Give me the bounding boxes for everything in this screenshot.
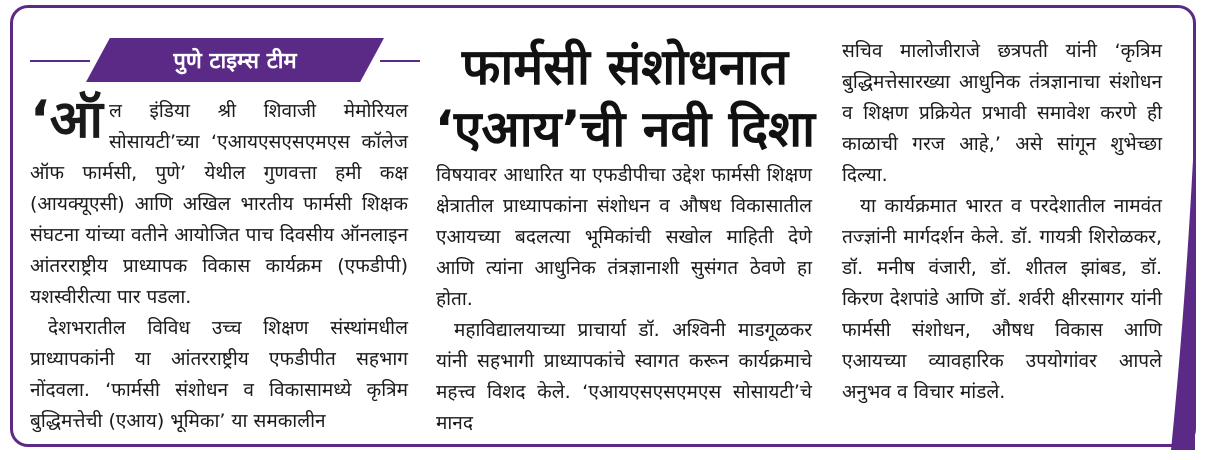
column-2-paragraph-2: महाविद्यालयाच्या प्राचार्या डॉ. अश्विनी माडगूळकर यांनी सहभागी प्राध्यापकांचे स्वागत करून कार्यक्रमाचे महत्त्व विशद केले. ‘एआयएसएसएमएस सोसायटी’चे मानद (436, 319, 812, 434)
byline-tag (86, 38, 384, 82)
headline-line-1: फार्मसी संशोधनात (461, 38, 789, 96)
column-2-paragraph-1: विषयावर आधारित या एफडीपीचा उद्देश फार्मसी शिक्षण क्षेत्रातील प्राध्यापकांना संशोधन व औषध विकासातील एआयच्या बदलत्या भूमिकांची सखोल माहिती देणे आणि त्यांना आधुनिक तंत्रज्ञानाशी सुसंगत ठेवणे हा होता. (436, 164, 812, 310)
tag-rule-right (380, 60, 420, 62)
tag-rule-left (30, 60, 90, 62)
drop-cap: ‘ऑ (30, 90, 103, 150)
column-3-paragraph-1: सचिव मालोजीराजे छत्रपती यांनी ‘कृत्रिम बुद्धिमत्तेसारख्या आधुनिक तंत्रज्ञानाचा संशोधन व शिक्षण प्रक्रियेत प्रभावी समावेश करणे ही काळाची गरज आहे,’ असे सांगून शुभेच्छा दिल्या. (842, 40, 1162, 186)
column-1 (30, 90, 408, 437)
decorative-swoosh (1165, 120, 1195, 450)
column-2 (436, 160, 812, 439)
column-1-paragraph-1 (30, 90, 408, 313)
headline-line-2: ‘एआय’ची नवी दिशा (434, 100, 816, 158)
column-1-paragraph-1-text: ल इंडिया श्री शिवाजी मेमोरियल सोसायटी’च्या ‘एआयएसएसएमएस कॉलेज ऑफ फार्मसी, पुणे’ येथील गुणवत्ता हमी कक्ष (आयक्यूएसी) आणि अखिल भारतीय फार्मसी शिक्षक संघटना यांच्या वतीने आयोजित पाच दिवसीय ऑनलाइन आंतरराष्ट्रीय प्राध्यापक विकास कार्यक्रम (एफडीपी) यशस्वीरीत्या पार पडला. (30, 100, 408, 308)
headline (430, 36, 820, 160)
byline-tag-text: पुणे टाइम्स टीम (173, 49, 297, 74)
column-3-paragraph-2: या कार्यक्रमात भारत व परदेशातील नामवंत तज्ज्ञांनी मार्गदर्शन केले. डॉ. गायत्री शिरोळकर, डॉ. मनीष वंजारी, डॉ. शीतल झांबड, डॉ. किरण देशपांडे आणि डॉ. शर्वरी क्षीरसागर यांनी फार्मसी संशोधन, औषध विकास आणि एआयच्या व्यावहारिक उपयोगांवर आपले अनुभव व विचार मांडले. (842, 195, 1162, 403)
column-1-paragraph-2: देशभरातील विविध उच्च शिक्षण संस्थांमधील प्राध्यापकांनी या आंतरराष्ट्रीय एफडीपीत सहभाग नोंदवला. ‘फार्मसी संशोधन व विकासामध्ये कृत्रिम बुद्धिमत्तेची (एआय) भूमिका’ या समकालीन (30, 317, 408, 432)
column-3 (842, 36, 1162, 408)
